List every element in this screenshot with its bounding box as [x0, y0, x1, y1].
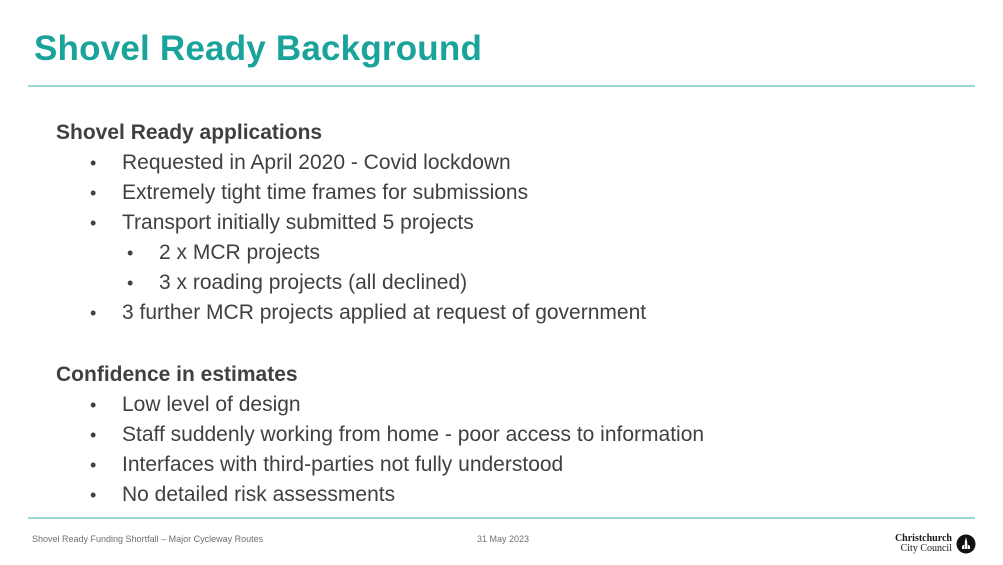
- bullet-text: 3 further MCR projects applied at request of government: [122, 301, 647, 324]
- bullet-text: Low level of design: [122, 393, 301, 416]
- bullet-text: 2 x MCR projects: [159, 241, 321, 264]
- bullet-text: Interfaces with third-parties not fully understood: [122, 453, 564, 476]
- title-divider: [28, 85, 975, 87]
- bullet-item: [56, 420, 966, 450]
- section-heading: Shovel Ready applications: [56, 121, 323, 144]
- bullet-icon: •: [90, 183, 97, 203]
- logo-line-2: City Council: [900, 543, 952, 554]
- section-heading: Confidence in estimates: [56, 363, 298, 386]
- bullet-text: No detailed risk assessments: [122, 483, 396, 506]
- bullet-icon: •: [127, 243, 134, 263]
- bullet-item: [56, 208, 966, 238]
- bullet-item: [56, 450, 966, 480]
- logo-line-1: Christchurch: [894, 533, 952, 544]
- bullet-item: [56, 148, 966, 178]
- bullet-text: 3 x roading projects (all declined): [159, 271, 468, 294]
- bullet-icon: •: [90, 213, 97, 233]
- slide-title: Shovel Ready Background: [34, 29, 483, 68]
- footer-date: 31 May 2023: [477, 534, 530, 544]
- bullet-item: [56, 390, 966, 420]
- bullet-icon: •: [90, 455, 97, 475]
- slide-content: [56, 118, 966, 510]
- footer-divider: [28, 517, 975, 519]
- council-logo: [895, 532, 976, 556]
- bullet-item: [56, 480, 966, 510]
- bullet-item: [56, 178, 966, 208]
- cathedral-logo-icon: [956, 534, 976, 554]
- footer-presentation-title: Shovel Ready Funding Shortfall – Major Cycleway Routes: [32, 534, 264, 544]
- bullet-text: Transport initially submitted 5 projects: [122, 211, 474, 234]
- bullet-icon: •: [90, 303, 97, 323]
- sub-bullet-item: [56, 268, 966, 298]
- bullet-icon: •: [127, 273, 134, 293]
- bullet-icon: •: [90, 425, 97, 445]
- bullet-text: Staff suddenly working from home - poor access to information: [122, 423, 705, 446]
- logo-wordmark: [895, 534, 952, 554]
- bullet-item: [56, 298, 966, 328]
- section-spacer: [56, 328, 966, 360]
- bullet-icon: •: [90, 485, 97, 505]
- sub-bullet-item: [56, 238, 966, 268]
- bullet-icon: •: [90, 395, 97, 415]
- bullet-text: Requested in April 2020 - Covid lockdown: [122, 151, 511, 174]
- bullet-icon: •: [90, 153, 97, 173]
- section-shovel-ready-applications: [56, 118, 966, 328]
- bullet-text: Extremely tight time frames for submissions: [122, 181, 529, 204]
- section-confidence-in-estimates: [56, 360, 966, 510]
